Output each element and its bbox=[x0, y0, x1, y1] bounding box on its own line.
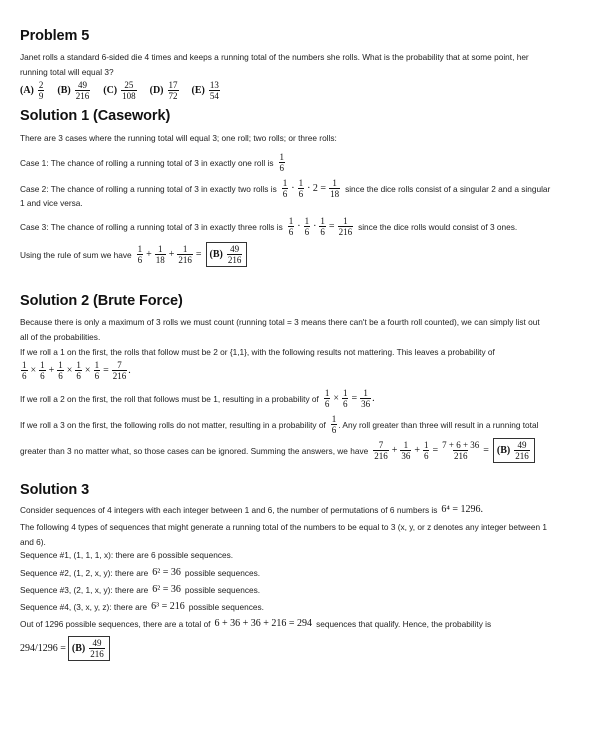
final-line: 294/1296 = (B) $\frac{49}{216}$ bbox=[20, 636, 110, 661]
solution2-p2: If we roll a 1 on the first, the rolls that follow must be 2 or {1,1}, with the following results not mattering. This leaves a probability of bbox=[20, 347, 495, 357]
solution3-title: Solution 3 bbox=[20, 482, 90, 498]
solution3-answer-box: (B) $\frac{49}{216}$ bbox=[68, 636, 110, 661]
solution1-title: Solution 1 (Casework) bbox=[20, 108, 171, 124]
p4-line: If we roll a 3 on the first, the following rolls do not matter, resulting in a probability of $\frac{1}{6}$ . Any roll greater than three will result in a running total bbox=[20, 414, 539, 435]
seq2: Sequence #2, (1, 2, x, y): there are 6² = 36 possible sequences. bbox=[20, 567, 261, 578]
sum-line: Using the rule of sum we have $\frac{1}{6}$ + $\frac{1}{18}$ + $\frac{1}{216}$ = (B) $\frac{49}{216}$ bbox=[20, 242, 247, 267]
solution2-title: Solution 2 (Brute Force) bbox=[20, 293, 183, 309]
case3-line: Case 3: The chance of rolling a running total of 3 in exactly three rolls is $\frac{1}{6}$ · $\frac{1}{6}$ · $\frac{1}{6}$ = $\frac{1}{216}$ since the dice rolls would consist of 3 ones. bbox=[20, 216, 518, 237]
solution3-p3: Out of 1296 possible sequences, there are a total of 6 + 36 + 36 + 216 = 294 sequences that qualify. Hence, the probability is bbox=[20, 618, 492, 629]
problem-title: Problem 5 bbox=[20, 28, 90, 44]
solution1-answer-box: (B) $\frac{49}{216}$ bbox=[206, 242, 248, 267]
problem-text: Janet rolls a standard 6-sided die 4 times and keeps a running total of the numbers she rolls. What is the probability that at some point, her running total will equal 3? bbox=[20, 52, 529, 77]
p5-line: greater than 3 no matter what, so those cases can be ignored. Summing the answers, we have $\frac{7}{216}$ + $\frac{1}{36}$ + $\frac{1}{6}$ = $\frac{7 + 6 + 36}{216}$ = (B) $\frac{49}{216}$ bbox=[20, 438, 535, 463]
solution2-answer-box: (B) $\frac{49}{216}$ bbox=[493, 438, 535, 463]
seq3: Sequence #3, (2, 1, x, y): there are 6² = 36 possible sequences. bbox=[20, 584, 261, 595]
seq1: Sequence #1, (1, 1, 1, x): there are 6 possible sequences. bbox=[20, 550, 234, 560]
case2-line: Case 2: The chance of rolling a running total of 3 in exactly two rolls is $\frac{1}{6}$ · $\frac{1}{6}$ · 2 = $\frac{1}{18}$ since the dice rolls consist of a singular 2 and a singular bbox=[20, 178, 551, 199]
case2-line2: 1 and vice versa. bbox=[20, 198, 83, 208]
solution3-p2: The following 4 types of sequences that might generate a running total of the numbers to be equal to 3 (x, y, or z denotes any integer between 1 and 6). bbox=[20, 522, 548, 547]
solution3-p1: Consider sequences of 4 integers with each integer between 1 and 6, the number of permutations of 6 numbers is 6⁴ = 1296. bbox=[20, 504, 484, 515]
choice-e: (E) $\frac{13}{54}$ bbox=[191, 80, 219, 101]
choice-b: (B) $\frac{49}{216}$ bbox=[57, 80, 90, 101]
p3-line: If we roll a 2 on the first, the roll that follows must be 1, resulting in a probability of $\frac{1}{6}$ × $\frac{1}{6}$ = $\frac{1}{36}$ . bbox=[20, 388, 375, 409]
p2-math-line: $\frac{1}{6}$ × $\frac{1}{6}$ + $\frac{1}{6}$ × $\frac{1}{6}$ × $\frac{1}{6}$ = $\frac{7}{216}$ . bbox=[22, 360, 131, 381]
solution2-p1: Because there is only a maximum of 3 rolls we must count (running total = 3 means there can't be a fourth roll counted), we can simply list out all of the probabilities. bbox=[20, 317, 540, 342]
choice-d: (D) $\frac{17}{72}$ bbox=[149, 80, 178, 101]
solution1-intro: There are 3 cases where the running total will equal 3; one roll; two rolls; or three rolls: bbox=[20, 133, 337, 143]
case1-line: Case 1: The chance of rolling a running total of 3 in exactly one roll is $\frac{1}{6}$ bbox=[20, 152, 285, 173]
answer-choices bbox=[20, 80, 233, 101]
choice-a: (A) $\frac{2}{9}$ bbox=[20, 80, 44, 101]
seq4: Sequence #4, (3, x, y, z): there are 6³ = 216 possible sequences. bbox=[20, 601, 264, 612]
choice-c: (C) $\frac{25}{108}$ bbox=[103, 80, 136, 101]
